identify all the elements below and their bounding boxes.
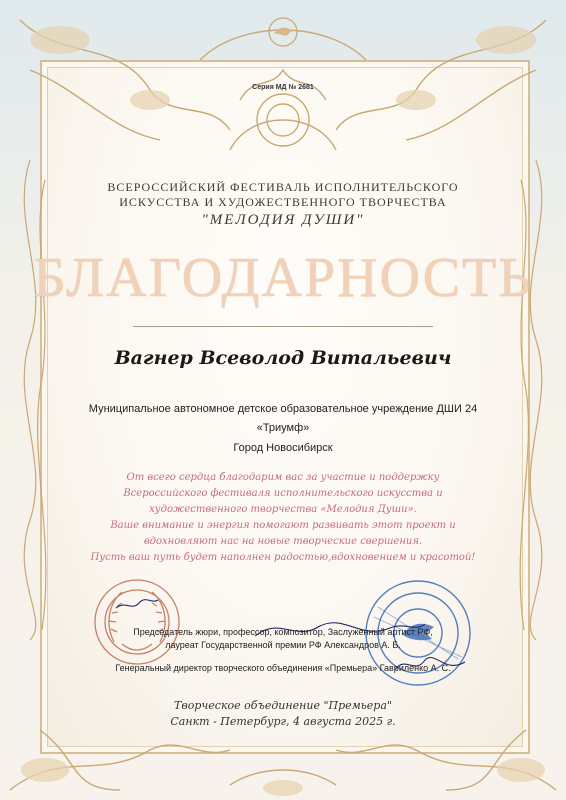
certificate-title: БЛАГОДАРНОСТЬ [33,247,533,309]
serial-number: Серия МД № 2681 [252,84,314,91]
festival-line-2: ИСКУССТВА И ХУДОЖЕСТВЕННОГО ТВОРЧЕСТВА [119,195,447,209]
footer-place-date: Санкт - Петербург, 4 августа 2025 г. [170,715,396,728]
ornament-right-border [506,160,566,640]
message-line: Ваше внимание и энергия помогают развивать этот проект и [110,520,456,531]
message-line: художественного творчества «Мелодия Души». [149,504,417,515]
chairman-signatory-line-1: Председатель жюри, профессор, композитор, Заслуженный артист РФ, [133,627,433,637]
message-line: вдохновляют нас на новые творческие свершения. [143,536,423,547]
director-signatory: Генеральный директор творческого объединения «Премьера» Гавриленко А. С. [115,663,451,673]
message-line: Всероссийского фестиваля исполнительского искусства и [123,488,443,499]
footer-organization: Творческое объединение "Премьера" [174,699,392,712]
festival-line-1: ВСЕРОССИЙСКИЙ ФЕСТИВАЛЬ ИСПОЛНИТЕЛЬСКОГО [107,180,459,194]
jury-seal-stamp [92,572,182,672]
chairman-signatory-line-2: лауреат Государственной премии РФ Александров А. Б. [165,640,401,650]
title-divider [133,326,433,327]
organization-line-2: «Триумф» [256,422,310,434]
ornament-left-border [0,160,60,640]
message-line: От всего сердца благодарим вас за участие и поддержку [126,472,440,483]
city: Город Новосибирск [233,442,333,454]
organization-line-1: Муниципальное автономное детское образовательное учреждение ДШИ 24 [88,403,478,415]
recipient-name: Вагнер Всеволод Витальевич [114,347,452,369]
gratitude-message [48,470,518,566]
message-line: Пусть ваш путь будет наполнен радостью,вдохновением и красотой! [90,552,476,563]
festival-name: "МЕЛОДИЯ ДУШИ" [201,212,365,228]
